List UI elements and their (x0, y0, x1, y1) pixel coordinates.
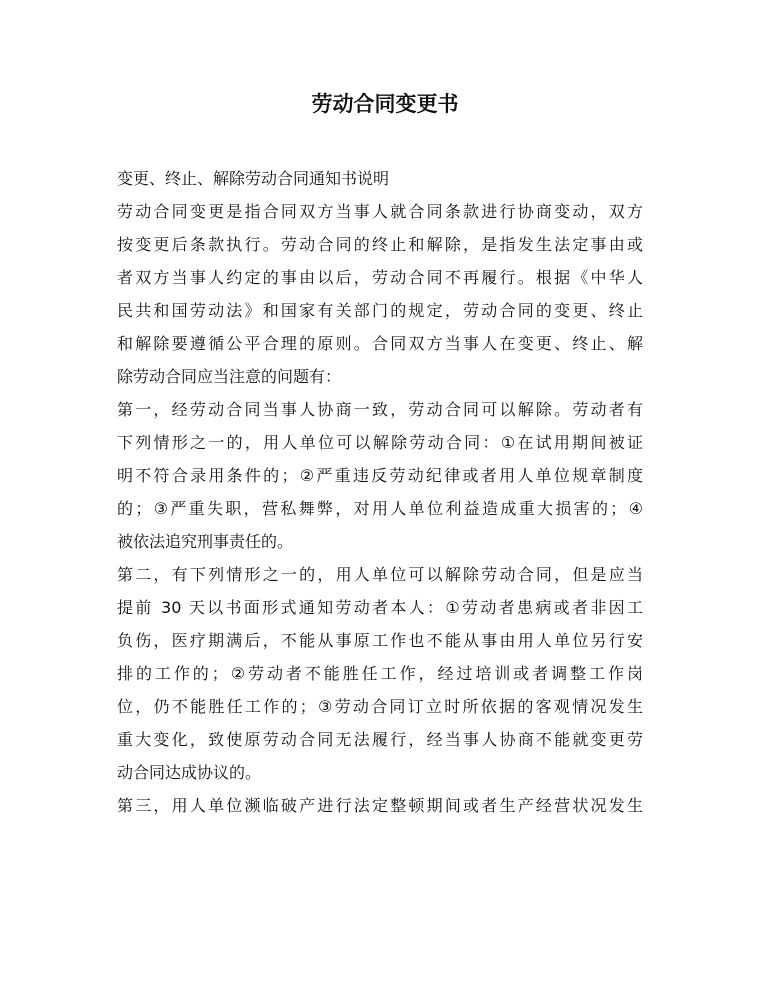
text-line: 位，仍不能胜任工作的；③劳动合同订立时所依据的客观情况发生 (117, 697, 643, 716)
section-subheading: 变更、终止、解除劳动合同通知书说明 (117, 169, 390, 188)
paragraph-first (117, 393, 643, 558)
text-line: 重大变化，致使原劳动合同无法履行，经当事人协商不能就变更劳 (117, 730, 643, 749)
paragraph-third (117, 789, 643, 822)
text-line: 的；③严重失职，营私舞弊，对用人单位利益造成重大损害的；④ (117, 499, 643, 518)
text-line: 第三，用人单位濒临破产进行法定整顿期间或者生产经营状况发生 (117, 796, 643, 815)
text-line: 除劳动合同应当注意的问题有： (117, 367, 342, 386)
paragraph-second (117, 558, 643, 789)
text-line: 负伤，医疗期满后，不能从事原工作也不能从事由用人单位另行安 (117, 631, 643, 650)
text-line: 被依法追究刑事责任的。 (117, 532, 294, 551)
text-line: 按变更后条款执行。劳动合同的终止和解除，是指发生法定事由或 (117, 235, 643, 254)
text-line: 和解除要遵循公平合理的原则。合同双方当事人在变更、终止、解 (117, 334, 643, 353)
document-title: 劳动合同变更书 (311, 92, 459, 116)
text-line: 第一，经劳动合同当事人协商一致，劳动合同可以解除。劳动者有 (117, 400, 643, 419)
text-line: 者双方当事人约定的事由以后，劳动合同不再履行。根据《中华人 (117, 268, 643, 287)
paragraph-intro (117, 195, 643, 393)
text-line: 排的工作的；②劳动者不能胜任工作，经过培训或者调整工作岗 (117, 664, 643, 683)
document-body (117, 162, 643, 822)
text-line: 民共和国劳动法》和国家有关部门的规定，劳动合同的变更、终止 (117, 301, 643, 320)
text-line: 劳动合同变更是指合同双方当事人就合同条款进行协商变动，双方 (117, 202, 643, 221)
text-line: 提前 30 天以书面形式通知劳动者本人：①劳动者患病或者非因工 (117, 598, 643, 617)
text-line: 下列情形之一的，用人单位可以解除劳动合同：①在试用期间被证 (117, 433, 643, 452)
text-line: 明不符合录用条件的；②严重违反劳动纪律或者用人单位规章制度 (117, 466, 643, 485)
text-line: 动合同达成协议的。 (117, 763, 262, 782)
text-line: 第二，有下列情形之一的，用人单位可以解除劳动合同，但是应当 (117, 565, 643, 584)
